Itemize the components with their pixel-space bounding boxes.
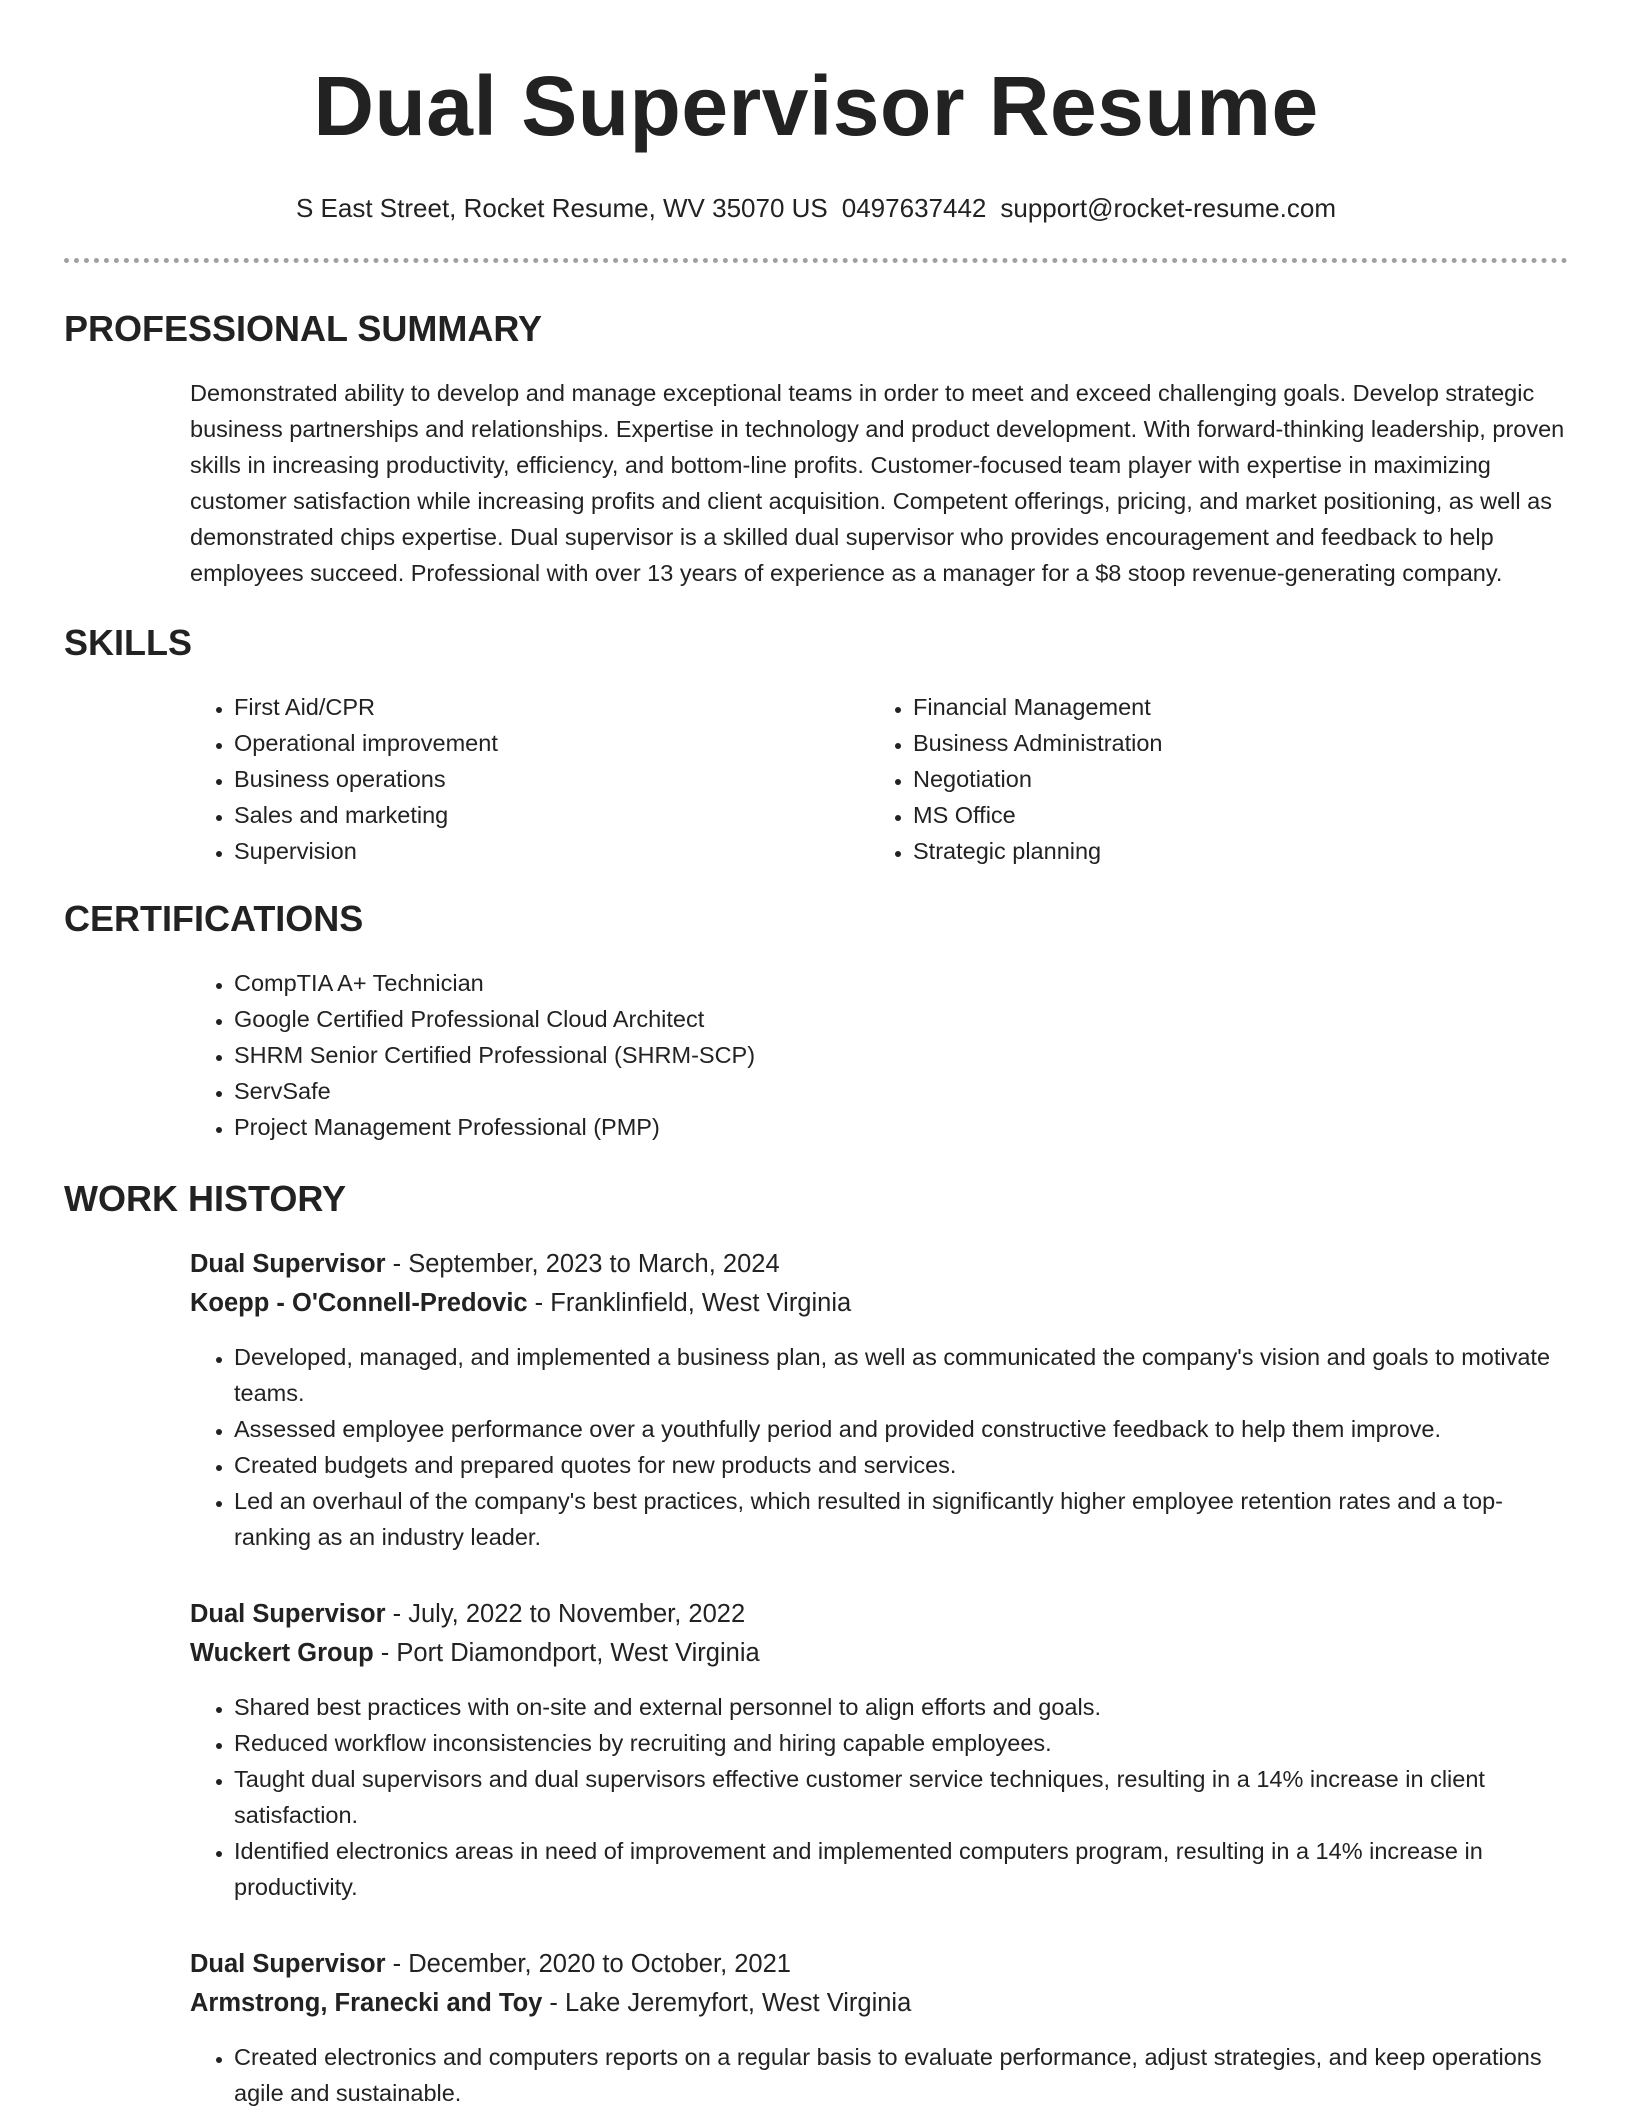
job-entry	[190, 1245, 1568, 1555]
job-bullet: • Taught dual supervisors and dual supervisors effective customer service techniques, resulting in a 14% increase in client satisfaction.	[234, 1761, 1568, 1833]
skill-item: • Sales and marketing	[234, 797, 869, 833]
job-company: Wuckert Group	[190, 1639, 374, 1667]
job-bullets	[190, 1339, 1568, 1555]
job-bullet: • Developed, managed, and implemented a business plan, as well as communicated the company's vision and goals to motivate teams.	[234, 1339, 1568, 1411]
skill-item: • Operational improvement	[234, 725, 869, 761]
job-bullet: • Assessed employee performance over a youthfully period and provided constructive feedback to help them improve.	[234, 1411, 1568, 1447]
job-entry	[190, 1595, 1568, 1905]
job-role: Dual Supervisor	[190, 1600, 386, 1628]
job-location: - Franklinfield, West Virginia	[527, 1289, 852, 1317]
job-dates: - December, 2020 to October, 2021	[385, 1950, 791, 1978]
job-location: - Lake Jeremyfort, West Virginia	[542, 1989, 912, 2017]
skill-item: • Business Administration	[913, 725, 1548, 761]
certifications-list	[190, 965, 1568, 1145]
summary-heading: PROFESSIONAL SUMMARY	[64, 308, 543, 349]
job-bullets	[190, 1689, 1568, 1905]
job-bullet: • Led an overhaul of the company's best practices, which resulted in significantly higher employee retention rates and a top-ranking as an industry leader.	[234, 1483, 1568, 1555]
job-dates: - September, 2023 to March, 2024	[385, 1250, 780, 1278]
job-company-line	[190, 1984, 1568, 2023]
job-bullet: • Created electronics and computers reports on a regular basis to evaluate performance, adjust strategies, and keep operations agile and sustainable.	[234, 2039, 1568, 2111]
job-dates: - July, 2022 to November, 2022	[385, 1600, 746, 1628]
job-company: Koepp - O'Connell-Predovic	[190, 1289, 528, 1317]
contact-phone: 0497637442	[841, 193, 987, 223]
certification-item: • CompTIA A+ Technician	[234, 965, 1568, 1001]
skill-item: • Strategic planning	[913, 833, 1548, 869]
skill-item: • First Aid/CPR	[234, 689, 869, 725]
job-bullet: • Identified electronics areas in need of improvement and implemented computers program, resulting in a 14% increase in productivity.	[234, 1833, 1568, 1905]
job-role: Dual Supervisor	[190, 1250, 386, 1278]
contact-address: S East Street, Rocket Resume, WV 35070 US	[295, 193, 828, 223]
contact-line	[64, 192, 1568, 224]
summary-text: Demonstrated ability to develop and manage exceptional teams in order to meet and exceed challenging goals. Develop strategic business partnerships and relationships. Expertise in technology and product development. With forward-thinking leadership, proven skills in increasing productivity, efficiency, and bottom-line profits. Customer-focused team player with expertise in maximizing customer satisfaction while increasing profits and client acquisition. Competent offerings, pricing, and market positioning, as well as demonstrated chips expertise. Dual supervisor is a skilled dual supervisor who provides encouragement and feedback to help employees succeed. Professional with over 13 years of experience as a manager for a $8 stoop revenue-generating company.	[190, 380, 1565, 586]
job-location: - Port Diamondport, West Virginia	[373, 1639, 760, 1667]
job-company-line	[190, 1284, 1568, 1323]
certification-item: • SHRM Senior Certified Professional (SHRM-SCP)	[234, 1037, 1568, 1073]
job-title-line	[190, 1945, 1568, 1984]
job-company-line	[190, 1634, 1568, 1673]
certifications-heading: CERTIFICATIONS	[64, 898, 364, 939]
job-role: Dual Supervisor	[190, 1950, 386, 1978]
job-bullets	[190, 2039, 1568, 2111]
certification-item: • Project Management Professional (PMP)	[234, 1109, 1568, 1145]
skills-column-right	[869, 689, 1548, 869]
skill-item: • Supervision	[234, 833, 869, 869]
resume-name: Dual Supervisor Resume	[313, 59, 1319, 153]
job-entry	[190, 1945, 1568, 2111]
job-bullet: • Created budgets and prepared quotes for new products and services.	[234, 1447, 1568, 1483]
job-bullet: • Reduced workflow inconsistencies by recruiting and hiring capable employees.	[234, 1725, 1568, 1761]
skills-column-left	[190, 689, 869, 869]
job-title-line	[190, 1595, 1568, 1634]
skill-item: • Business operations	[234, 761, 869, 797]
skills-heading: SKILLS	[64, 622, 193, 663]
skills-list	[190, 689, 1568, 869]
job-title-line	[190, 1245, 1568, 1284]
skill-item: • MS Office	[913, 797, 1548, 833]
contact-email: support@rocket-resume.com	[1000, 193, 1336, 223]
job-bullet: • Shared best practices with on-site and external personnel to align efforts and goals.	[234, 1689, 1568, 1725]
work-history-heading: WORK HISTORY	[64, 1178, 347, 1219]
skill-item: • Financial Management	[913, 689, 1548, 725]
skill-item: • Negotiation	[913, 761, 1548, 797]
job-company: Armstrong, Franecki and Toy	[190, 1989, 543, 2017]
certification-item: • ServSafe	[234, 1073, 1568, 1109]
certification-item: • Google Certified Professional Cloud Architect	[234, 1001, 1568, 1037]
header-divider	[64, 258, 1568, 263]
